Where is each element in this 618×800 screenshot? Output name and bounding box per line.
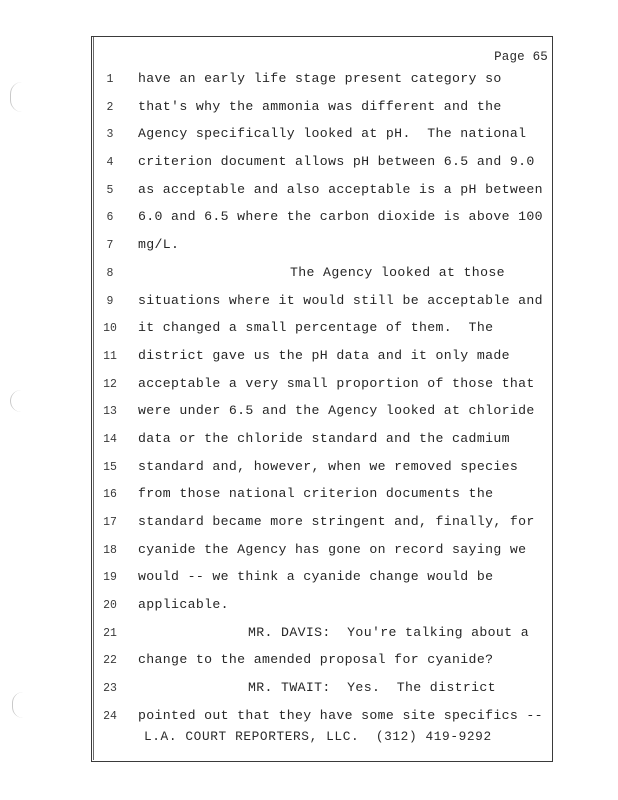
line-text: pointed out that they have some site specifics --	[138, 707, 543, 723]
line-text: standard became more stringent and, finally, for	[138, 514, 535, 529]
transcript-line	[0, 205, 618, 233]
page-number: Page 65	[494, 50, 548, 64]
line-text: as acceptable and also acceptable is a pH between	[138, 181, 543, 197]
line-number: 15	[103, 460, 117, 474]
transcript-line	[0, 289, 618, 317]
line-text: applicable.	[138, 597, 229, 613]
line-text: cyanide the Agency has gone on record saying we	[138, 541, 527, 557]
line-text: district gave us the pH data and it only made	[138, 347, 510, 363]
line-text: The Agency looked at those	[290, 264, 505, 280]
line-number: 21	[103, 626, 117, 640]
line-number: 24	[103, 709, 117, 723]
line-number: 16	[103, 488, 117, 502]
line-text: have an early life stage present category so	[138, 71, 502, 86]
transcript-line	[0, 95, 618, 123]
line-text: change to the amended proposal for cyanide?	[138, 652, 494, 668]
transcript-line	[0, 178, 618, 206]
line-number: 9	[106, 294, 114, 308]
line-text: would -- we think a cyanide change would be	[138, 569, 494, 585]
line-text: MR. DAVIS: You're talking about a	[248, 624, 529, 640]
transcript-line	[0, 538, 618, 566]
line-text: standard and, however, when we removed species	[138, 458, 519, 474]
line-number: 13	[103, 405, 117, 419]
line-number: 6	[106, 211, 114, 225]
line-number: 5	[106, 183, 114, 197]
line-number: 12	[103, 377, 117, 391]
line-number: 22	[103, 654, 117, 668]
line-text: MR. TWAIT: Yes. The district	[248, 680, 496, 696]
line-number: 17	[103, 516, 117, 529]
transcript-line	[0, 233, 618, 261]
line-number: 20	[103, 599, 117, 613]
transcript-line	[0, 344, 618, 372]
line-number: 2	[106, 100, 114, 114]
line-text: mg/L.	[138, 237, 180, 253]
transcript-line	[0, 510, 618, 538]
line-text: situations where it would still be acceptable and	[138, 292, 543, 308]
transcript-lines	[0, 67, 618, 732]
transcript-line	[0, 122, 618, 150]
transcript-line	[0, 704, 618, 732]
line-text: that's why the ammonia was different and the	[138, 98, 502, 114]
line-number: 10	[103, 322, 117, 336]
transcript-line	[0, 455, 618, 483]
transcript-line	[0, 676, 618, 704]
line-number: 19	[103, 571, 117, 585]
line-number: 3	[106, 128, 114, 142]
line-number: 1	[106, 73, 114, 86]
line-number: 8	[106, 266, 114, 280]
line-text: data or the chloride standard and the cadmium	[138, 430, 510, 446]
transcript-line	[0, 565, 618, 593]
transcript-line	[0, 427, 618, 455]
transcript-line	[0, 593, 618, 621]
transcript-line	[0, 621, 618, 649]
line-text: from those national criterion documents the	[138, 486, 494, 502]
line-text: acceptable a very small proportion of those that	[138, 375, 535, 391]
line-number: 18	[103, 543, 117, 557]
line-number: 23	[103, 682, 117, 696]
line-number: 7	[106, 239, 114, 253]
transcript-line	[0, 150, 618, 178]
line-number: 11	[103, 349, 117, 363]
transcript-line	[0, 316, 618, 344]
transcript-line	[0, 67, 618, 95]
transcript-line	[0, 372, 618, 400]
line-number: 4	[106, 156, 114, 170]
transcript-line	[0, 648, 618, 676]
line-text: 6.0 and 6.5 where the carbon dioxide is above 100	[138, 209, 543, 225]
court-reporter-footer: L.A. COURT REPORTERS, LLC. (312) 419-9292	[144, 729, 492, 744]
transcript-line	[0, 261, 618, 289]
line-text: it changed a small percentage of them. The	[138, 320, 494, 336]
transcript-line	[0, 399, 618, 427]
line-number: 14	[103, 432, 117, 446]
transcript-line	[0, 482, 618, 510]
line-text: criterion document allows pH between 6.5 and 9.0	[138, 154, 535, 170]
line-text: Agency specifically looked at pH. The national	[138, 126, 527, 142]
line-text: were under 6.5 and the Agency looked at chloride	[138, 403, 535, 419]
